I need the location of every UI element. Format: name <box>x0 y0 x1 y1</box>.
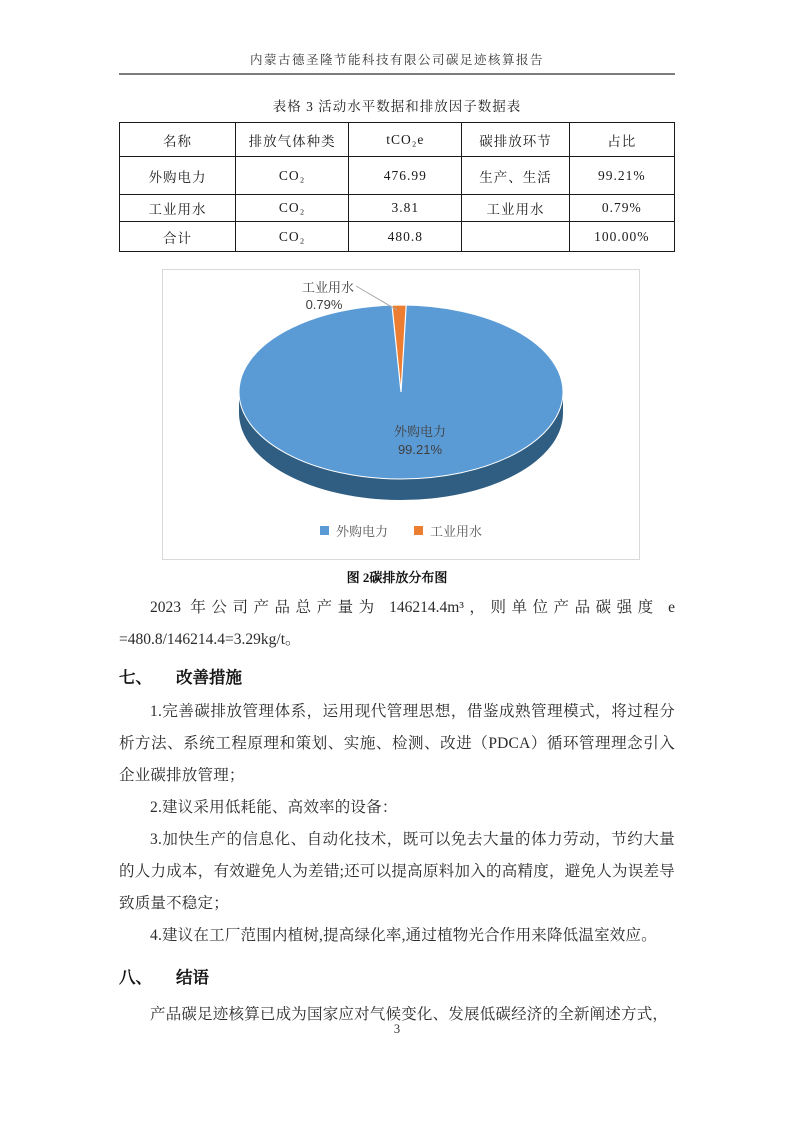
cell-tco2e: 480.8 <box>349 222 462 252</box>
improvement-item-2: 2.建议采用低耗能、高效率的设备： <box>150 799 398 816</box>
cell-link: 生产、生活 <box>462 157 569 195</box>
improvement-item-3: 3.加快生产的信息化、自动化技术，既可以免去大量的体力劳动，节约大量的人力成本，有效避免人为差错;还可以提高原料加入的高精度，避免人为误差导致质量不稳定； <box>119 831 675 912</box>
legend-item-water <box>414 521 482 540</box>
figure-caption: 图 2碳排放分布图 <box>346 570 448 585</box>
header-cell-gas: 排放气体种类 <box>235 123 348 157</box>
table-header-row <box>120 123 675 157</box>
conclusion-paragraph: 产品碳足迹核算已成为国家应对气候变化、发展低碳经济的全新阐述方式， <box>150 1006 669 1023</box>
doc-header-title: 内蒙古德圣隆节能科技有限公司碳足迹核算报告 <box>249 53 544 67</box>
cell-gas: CO₂ <box>235 222 348 252</box>
cell-name: 合计 <box>120 222 236 252</box>
legend-swatch-water-icon <box>414 526 423 535</box>
legend-item-electricity <box>320 521 388 540</box>
section-title: 结语 <box>176 968 209 987</box>
cell-share: 100.00% <box>569 222 674 252</box>
header-cell-link: 碳排放环节 <box>462 123 569 157</box>
pie-chart-frame <box>162 269 640 560</box>
section-heading-improvements <box>119 665 675 691</box>
legend-swatch-electricity-icon <box>320 526 329 535</box>
cell-tco2e: 3.81 <box>349 195 462 222</box>
chart-legend <box>163 521 639 540</box>
pie-chart <box>163 270 639 560</box>
table-row <box>120 157 675 195</box>
pie-label-electricity-name: 外购电力 <box>393 424 447 439</box>
page-header <box>119 0 675 75</box>
legend-label-water: 工业用水 <box>430 524 483 539</box>
section-title: 改善措施 <box>176 668 242 687</box>
intro-line-1: 2023 年公司产品总产量为 146214.4m³，则单位产品碳强度 e <box>150 599 675 616</box>
header-cell-share: 占比 <box>569 123 674 157</box>
table-row <box>120 222 675 252</box>
cell-link: 工业用水 <box>462 195 569 222</box>
page-content <box>119 0 675 1031</box>
pie-label-electricity-value: 99.21% <box>397 442 443 457</box>
improvement-item-4: 4.建议在工厂范围内植树,提高绿化率,通过植物光合作用来降低温室效应。 <box>150 927 657 944</box>
section-heading-conclusion <box>119 965 675 991</box>
cell-name: 外购电力 <box>120 157 236 195</box>
pie-label-water-name: 工业用水 <box>301 280 355 295</box>
section-number: 七、 <box>119 668 152 687</box>
cell-share: 0.79% <box>569 195 674 222</box>
cell-gas: CO₂ <box>235 195 348 222</box>
cell-gas: CO₂ <box>235 157 348 195</box>
section-number: 八、 <box>119 968 152 987</box>
intro-paragraph <box>119 592 675 656</box>
legend-label-electricity: 外购电力 <box>335 524 388 539</box>
header-cell-name: 名称 <box>120 123 236 157</box>
header-cell-tco2e: tCO₂e <box>349 123 462 157</box>
emission-data-table <box>119 122 675 252</box>
cell-link <box>462 222 569 252</box>
cell-name: 工业用水 <box>120 195 236 222</box>
cell-tco2e: 476.99 <box>349 157 462 195</box>
intro-line-2: =480.8/146214.4=3.29kg/t。 <box>119 631 301 648</box>
page-number: 3 <box>393 1022 401 1036</box>
pie-label-water-value: 0.79% <box>305 297 343 312</box>
table-caption: 表格 3 活动水平数据和排放因子数据表 <box>272 99 522 114</box>
table-row <box>120 195 675 222</box>
cell-share: 99.21% <box>569 157 674 195</box>
improvement-item-1: 1.完善碳排放管理体系，运用现代管理思想，借鉴成熟管理模式，将过程分析方法、系统工程原理和策划、实施、检测、改进（PDCA）循环管理理念引入企业碳排放管理； <box>119 703 675 784</box>
